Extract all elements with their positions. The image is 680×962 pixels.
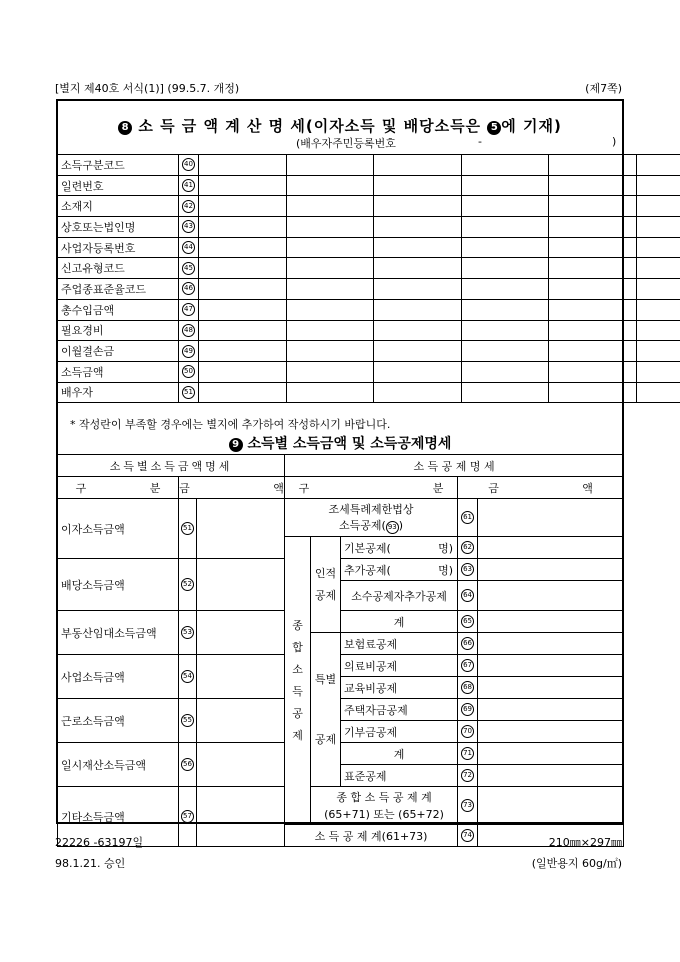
calc-row-num: 50	[179, 361, 199, 382]
calc-cell[interactable]	[287, 175, 374, 196]
calc-cell[interactable]	[374, 299, 462, 320]
calc-row-label: 상호또는법인명	[58, 217, 179, 238]
calc-cell[interactable]	[637, 217, 680, 238]
calc-cell[interactable]	[549, 196, 637, 217]
calc-cell[interactable]	[549, 258, 637, 279]
calc-cell[interactable]	[462, 217, 549, 238]
calc-cell[interactable]	[199, 361, 287, 382]
income-calc-table	[57, 154, 680, 403]
calc-cell[interactable]	[199, 382, 287, 403]
calc-cell[interactable]	[374, 155, 462, 176]
right-row-num: 63	[458, 559, 478, 581]
right-row-value[interactable]	[478, 537, 624, 559]
calc-row	[58, 279, 680, 300]
left-row-num: 55	[179, 699, 197, 743]
section1-title: 8 소 득 금 액 계 산 명 세(이자소득 및 배당소득은 5 에 기재)	[0, 115, 680, 136]
calc-cell[interactable]	[549, 299, 637, 320]
calc-cell[interactable]	[199, 341, 287, 362]
form-number: [별지 제40호 서식(1)] (99.5.7. 개정)	[55, 82, 240, 95]
calc-cell[interactable]	[462, 175, 549, 196]
calc-cell[interactable]	[199, 217, 287, 238]
calc-cell[interactable]	[637, 361, 680, 382]
left-row-value[interactable]	[197, 499, 285, 559]
right-row-label: 계	[341, 611, 458, 633]
calc-cell[interactable]	[549, 175, 637, 196]
calc-cell[interactable]	[462, 382, 549, 403]
calc-cell[interactable]	[549, 382, 637, 403]
section-marker-icon: 5	[487, 121, 501, 135]
right-row-label: 교육비공제	[341, 677, 458, 699]
calc-cell[interactable]	[287, 361, 374, 382]
calc-cell[interactable]	[637, 299, 680, 320]
right-header: 소 득 공 제 명 세	[285, 455, 624, 477]
calc-row-label: 총수입금액	[58, 299, 179, 320]
left-col-amount: 금 액	[179, 477, 285, 499]
calc-cell[interactable]	[549, 217, 637, 238]
calc-cell[interactable]	[199, 299, 287, 320]
calc-cell[interactable]	[287, 320, 374, 341]
calc-cell[interactable]	[199, 175, 287, 196]
left-row-num: 53	[179, 611, 197, 655]
calc-cell[interactable]	[199, 155, 287, 176]
calc-cell[interactable]	[637, 320, 680, 341]
calc-cell[interactable]	[199, 258, 287, 279]
right-row-value[interactable]	[478, 721, 624, 743]
calc-cell[interactable]	[199, 320, 287, 341]
calc-row	[58, 175, 680, 196]
calc-cell[interactable]	[199, 196, 287, 217]
right-row-num: 70	[458, 721, 478, 743]
calc-cell[interactable]	[287, 196, 374, 217]
calc-cell[interactable]	[374, 279, 462, 300]
calc-cell[interactable]	[287, 258, 374, 279]
left-row-label: 이자소득금액	[58, 499, 179, 559]
page-number: (제7쪽)	[585, 82, 622, 95]
calc-cell[interactable]	[462, 258, 549, 279]
left-row-label: 기타소득금액	[58, 787, 179, 847]
calc-cell[interactable]	[637, 279, 680, 300]
calc-row-num: 45	[179, 258, 199, 279]
section-marker-icon: 9	[229, 438, 243, 452]
calc-row-label: 소득금액	[58, 361, 179, 382]
left-row-num: 51	[179, 499, 197, 559]
calc-cell[interactable]	[549, 361, 637, 382]
calc-row-num: 47	[179, 299, 199, 320]
paper-type: (일반용지 60g/㎡)	[531, 857, 622, 870]
calc-cell[interactable]	[374, 196, 462, 217]
left-row-label: 근로소득금액	[58, 699, 179, 743]
calc-row-num: 41	[179, 175, 199, 196]
left-row-value[interactable]	[197, 611, 285, 655]
group-personal-label: 인적공제	[311, 537, 341, 633]
left-row-label: 배당소득금액	[58, 559, 179, 611]
calc-row	[58, 155, 680, 176]
total-deduction-label: 종 합 소 득 공 제 계 (65+71) 또는 (65+72)	[311, 787, 458, 825]
right-row-value[interactable]	[478, 559, 624, 581]
calc-cell[interactable]	[199, 237, 287, 258]
calc-row	[58, 382, 680, 403]
left-row-value[interactable]	[197, 787, 285, 847]
calc-cell[interactable]	[374, 361, 462, 382]
calc-cell[interactable]	[637, 237, 680, 258]
calc-cell[interactable]	[287, 237, 374, 258]
calc-row	[58, 341, 680, 362]
right-row-num: 62	[458, 537, 478, 559]
left-row-label: 일시재산소득금액	[58, 743, 179, 787]
calc-row-num: 40	[179, 155, 199, 176]
calc-cell[interactable]	[287, 341, 374, 362]
calc-cell[interactable]	[462, 155, 549, 176]
left-row-num: 52	[179, 559, 197, 611]
calc-cell[interactable]	[374, 258, 462, 279]
calc-cell[interactable]	[287, 279, 374, 300]
right-row-value[interactable]	[478, 581, 624, 611]
calc-cell[interactable]	[462, 237, 549, 258]
right-row-label: 소수공제자추가공제	[341, 581, 458, 611]
left-row-label: 사업소득금액	[58, 655, 179, 699]
calc-cell[interactable]	[549, 279, 637, 300]
calc-cell[interactable]	[374, 175, 462, 196]
calc-row	[58, 258, 680, 279]
calc-row	[58, 320, 680, 341]
calc-row-label: 일련번호	[58, 175, 179, 196]
calc-row-num: 46	[179, 279, 199, 300]
calc-cell[interactable]	[374, 217, 462, 238]
total-deduction-num: 73	[458, 787, 478, 825]
calc-cell[interactable]	[462, 341, 549, 362]
left-row-value[interactable]	[197, 699, 285, 743]
special-law-num: 61	[458, 499, 478, 537]
calc-cell[interactable]	[637, 155, 680, 176]
right-row-value[interactable]	[478, 677, 624, 699]
left-row-num: 56	[179, 743, 197, 787]
calc-row-label: 주업종표준율코드	[58, 279, 179, 300]
calc-row-label: 배우자	[58, 382, 179, 403]
right-row-label: 기부금공제	[341, 721, 458, 743]
calc-row-num: 44	[179, 237, 199, 258]
calc-row-label: 필요경비	[58, 320, 179, 341]
group-total-label: 종합소득공제	[285, 537, 311, 825]
calc-cell[interactable]	[287, 217, 374, 238]
special-law-label: 조세특례제한법상 소득공제( 93 )	[285, 499, 458, 537]
calc-cell[interactable]	[287, 155, 374, 176]
calc-cell[interactable]	[549, 155, 637, 176]
right-row-label: 기본공제( 명)	[341, 537, 458, 559]
right-row-value[interactable]	[478, 633, 624, 655]
right-row-num: 65	[458, 611, 478, 633]
spouse-id-label: (배우자주민등록번호	[296, 137, 396, 150]
income-deduction-table	[57, 454, 624, 847]
right-row-num: 71	[458, 743, 478, 765]
left-row-value[interactable]	[197, 743, 285, 787]
form-code: 22226 -63197일	[55, 836, 144, 849]
calc-cell[interactable]	[287, 299, 374, 320]
right-row-value[interactable]	[478, 743, 624, 765]
right-row-label: 표준공제	[341, 765, 458, 787]
calc-cell[interactable]	[462, 299, 549, 320]
calc-row-label: 소재지	[58, 196, 179, 217]
calc-row-num: 43	[179, 217, 199, 238]
calc-row-label: 사업자등록번호	[58, 237, 179, 258]
calc-row	[58, 196, 680, 217]
calc-row-label: 신고유형코드	[58, 258, 179, 279]
right-row-value[interactable]	[478, 655, 624, 677]
left-col-gubun: 구 분	[58, 477, 179, 499]
calc-row-label: 소득구분코드	[58, 155, 179, 176]
section-marker-icon: 8	[118, 121, 132, 135]
calc-row	[58, 361, 680, 382]
right-row-value[interactable]	[478, 611, 624, 633]
calc-row-num: 51	[179, 382, 199, 403]
right-row-label: 계	[341, 743, 458, 765]
right-row-value[interactable]	[478, 765, 624, 787]
calc-cell[interactable]	[287, 382, 374, 403]
right-row-label: 주택자금공제	[341, 699, 458, 721]
spouse-id-close: )	[612, 135, 617, 148]
right-row-num: 64	[458, 581, 478, 611]
left-row-value[interactable]	[197, 559, 285, 611]
calc-cell[interactable]	[199, 279, 287, 300]
calc-row-num: 48	[179, 320, 199, 341]
right-row-num: 72	[458, 765, 478, 787]
calc-cell[interactable]	[637, 258, 680, 279]
calc-row-label: 이월결손금	[58, 341, 179, 362]
left-row-value[interactable]	[197, 655, 285, 699]
calc-cell[interactable]	[374, 320, 462, 341]
right-row-num: 67	[458, 655, 478, 677]
calc-row	[58, 237, 680, 258]
section2-title: 9 소득별 소득금액 및 소득공제명세	[0, 433, 680, 453]
calc-cell[interactable]	[374, 382, 462, 403]
calc-cell[interactable]	[637, 382, 680, 403]
right-row-label: 보험료공제	[341, 633, 458, 655]
total-deduction-value[interactable]	[478, 787, 624, 825]
calc-row-num: 49	[179, 341, 199, 362]
grand-total-num: 74	[458, 825, 478, 847]
calc-row-num: 42	[179, 196, 199, 217]
right-row-value[interactable]	[478, 699, 624, 721]
calc-cell[interactable]	[549, 341, 637, 362]
calc-cell[interactable]	[549, 237, 637, 258]
calc-cell[interactable]	[462, 361, 549, 382]
calc-cell[interactable]	[462, 320, 549, 341]
right-row-label: 추가공제( 명)	[341, 559, 458, 581]
spouse-id-dash: -	[478, 135, 482, 148]
left-header: 소득별소득금액명세	[58, 455, 285, 477]
calc-cell[interactable]	[462, 279, 549, 300]
calc-cell[interactable]	[637, 175, 680, 196]
right-row-num: 68	[458, 677, 478, 699]
right-col-gubun: 구 분	[285, 477, 458, 499]
calc-cell[interactable]	[637, 196, 680, 217]
right-col-amount: 금 액	[458, 477, 624, 499]
approval-date: 98.1.21. 승인	[55, 857, 126, 870]
right-row-num: 66	[458, 633, 478, 655]
calc-cell[interactable]	[374, 237, 462, 258]
calc-cell[interactable]	[549, 320, 637, 341]
calc-cell[interactable]	[374, 341, 462, 362]
paper-size: 210㎜×297㎜	[548, 836, 622, 849]
calc-cell[interactable]	[462, 196, 549, 217]
note-text: * 작성란이 부족할 경우에는 별지에 추가하여 작성하시기 바랍니다.	[70, 418, 391, 431]
calc-row	[58, 217, 680, 238]
right-row-num: 69	[458, 699, 478, 721]
special-law-value[interactable]	[478, 499, 624, 537]
calc-cell[interactable]	[637, 341, 680, 362]
left-row-num: 54	[179, 655, 197, 699]
group-special-label: 특별공제	[311, 633, 341, 787]
left-row-label: 부동산임대소득금액	[58, 611, 179, 655]
right-row-label: 의료비공제	[341, 655, 458, 677]
grand-total-label: 소 득 공 제 계(61+73)	[285, 825, 458, 847]
calc-row	[58, 299, 680, 320]
left-row-num: 57	[179, 787, 197, 847]
